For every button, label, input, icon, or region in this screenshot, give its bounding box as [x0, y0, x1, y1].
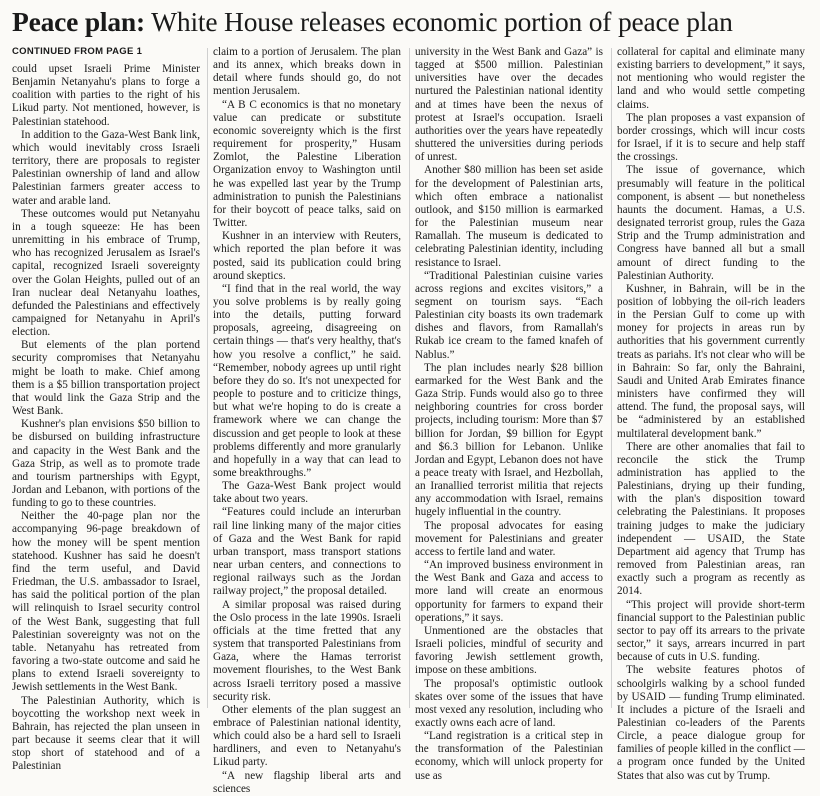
column-rule	[611, 48, 612, 708]
article-paragraph: Unmentioned are the obstacles that Israeli policies, mindful of security and favoring Jewish settlement growth, impose on these ambitions.	[415, 624, 603, 677]
article-paragraph: In addition to the Gaza-West Bank link, which would inevitably cross Israeli territory, there are proposals to register Palestinian ownership of land and allow Palestinian farmers greater access to water and arable land.	[12, 128, 200, 207]
article-paragraph: Neither the 40-page plan nor the accompanying 96-page breakdown of how the money will be spent mention statehood. Kushner has said he doesn't find the term useful, and David Friedman, the U.S. ambassador to Israel, has said the political portion of the plan will relinquish to Israel security control of the West Bank, suggesting that full Palestinian sovereignty was not on the table. Netanyahu has retreated from favoring a two-state outcome and said he plans to extend Israeli sovereignty to Jewish settlements in the West Bank.	[12, 510, 200, 694]
article-paragraph: The website features photos of schoolgirls walking by a school funded by USAID — funding Trump eliminated. It includes a picture of the Israeli and Palestinian co-leaders of the Parents Circle, a peace dialogue group for families of people killed in the conflict — a program once funded by the United States that also was cut by Trump.	[617, 664, 805, 782]
continued-label: CONTINUED FROM PAGE 1	[12, 46, 143, 57]
article-paragraph: A similar proposal was raised during the Oslo process in the late 1990s. Israeli officials at the time fretted that any system that transported Palestinians from Gaza, where the Hamas terrorist movement flourishes, to the West Bank across Israeli territory posed a massive security risk.	[213, 598, 401, 703]
article-paragraph: Kushner in an interview with Reuters, which reported the plan before it was posted, said its publication could bring around skeptics.	[213, 230, 401, 282]
article-paragraph: The Palestinian Authority, which is boycotting the workshop next week in Bahrain, has rejected the plan unseen in part because it seems clear that it will stop short of statehood and of a Palestinian	[12, 694, 200, 773]
article-column-4	[617, 46, 805, 782]
article-paragraph: The plan proposes a vast expansion of border crossings, which will incur costs for Israel, if it is to secure and help staff the crossings.	[617, 111, 805, 164]
article-paragraph: Another $80 million has been set aside for the development of Palestinian arts, which often embrace a nationalist outlook, and $150 million is earmarked for the Palestinian museum near Ramallah. The museum is dedicated to celebrating Palestinian identity, including resistance to Israel.	[415, 164, 603, 269]
article-column-3	[415, 46, 603, 782]
article-paragraph: “A B C economics is that no monetary value can predicate or substitute economic sovereignty which is the first requirement for prosperity,” Husam Zomlot, the Palestine Liberation Organization envoy to Washington until he was expelled last year by the Trump administration to punish the Palestinians for their boycott of peace talks, said on Twitter.	[213, 98, 401, 230]
article-paragraph: university in the West Bank and Gaza” is tagged at $500 million. Palestinian universities have over the decades nurtured the Palestinian national identity and at times have been the nexus of protest at Israel's occupation. Israeli authorities over the years have repeatedly shuttered the universities during periods of unrest.	[415, 46, 603, 164]
column-rule	[409, 48, 410, 708]
article-column-2	[213, 46, 401, 795]
article-paragraph: could upset Israeli Prime Minister Benjamin Netanyahu's plans to forge a coalition with parties to the right of his Likud party. Not mentioned, however, is Palestinian statehood.	[12, 63, 200, 128]
article-paragraph: But elements of the plan portend security compromises that Netanyahu might be loath to make. Chief among them is a $5 billion transportation project that would link the Gaza Strip and the West Bank.	[12, 339, 200, 418]
article-paragraph: “I find that in the real world, the way you solve problems is by really going into the details, putting forward proposals, agreeing, disagreeing on certain things — that's very healthy, that's how you resolve a conflict,” he said. “Remember, nobody agrees up until right before they do so. It's not unexpected for people to posture and to criticize things, but what we're hoping to do is create a framework where we can change the discussion and get people to look at these problems differently and more granularly and hopefully in a way that can lead to some breakthroughs.”	[213, 282, 401, 479]
article-paragraph: “Traditional Palestinian cuisine varies across regions and excites visitors,” a segment on tourism says. “Each Palestinian city boasts its own trademark dishes and flavors, from Ramallah's Rukab ice cream to the famed knafeh of Nablus.”	[415, 269, 603, 361]
article-paragraph: These outcomes would put Netanyahu in a tough squeeze: He has been unremitting in his embrace of Trump, who has recognized Jerusalem as Israel's capital, recognized Israeli sovereignty over the Golan Heights, pulled out of an Iran nuclear deal Netanyahu loathes, defunded the Palestinians and effectively campaigned for Netanyahu in April's election.	[12, 207, 200, 339]
article-paragraph: “A new flagship liberal arts and sciences	[213, 769, 401, 795]
headline	[12, 6, 810, 38]
article-paragraph: The issue of governance, which presumably will feature in the political component, is absent — but nonetheless haunts the document. Hamas, a U.S. designated terrorist group, rules the Gaza Strip and the Trump administration and Congress have banned all but a small amount of direct funding to the Palestinian Authority.	[617, 164, 805, 282]
article-columns	[12, 46, 812, 795]
article-paragraph: Other elements of the plan suggest an embrace of Palestinian national identity, which could also be a hard sell to Israeli hardliners, and even to Netanyahu's Likud party.	[213, 703, 401, 769]
article-paragraph: claim to a portion of Jerusalem. The plan and its annex, which breaks down in detail where funds should go, do not mention Jerusalem.	[213, 46, 401, 98]
column-rule	[207, 48, 208, 708]
article-paragraph: “This project will provide short-term financial support to the Palestinian public sector to pay off its arrears to the private sector,” it says, arrears incurred in part because of cuts in U.S. funding.	[617, 598, 805, 664]
article-paragraph: The plan includes nearly $28 billion earmarked for the West Bank and the Gaza Strip. Funds would also go to three neighboring countries for cross border projects, including tourism: More than $7 billion for Jordan, $9 billion for Egypt and $6.3 billion for Lebanon. Unlike Jordan and Egypt, Lebanon does not have a peace treaty with Israel, and Hezbollah, an Iranallied terrorist militia that rejects any accommodation with Israel, remains hugely influential in the country.	[415, 361, 603, 519]
article-paragraph: “Features could include an interurban rail line linking many of the major cities of Gaza and the West Bank for rapid urban transport, mass transport stations near urban centers, and connections to regional railways such as the Jordan railway project,” the proposal detailed.	[213, 506, 401, 598]
article-paragraph: Kushner, in Bahrain, will be in the position of lobbying the oil-rich leaders in the Persian Gulf to come up with money for projects in areas run by authorities that his government currently treats as pariahs. It's not clear who will be in Bahrain: So far, only the Bahraini, Saudi and United Arab Emirates finance ministers have confirmed they will attend. The fund, the proposal says, will be “administered by an established multilateral development bank.”	[617, 282, 805, 440]
article-paragraph: The proposal's optimistic outlook skates over some of the issues that have most vexed any resolution, including who exactly owns each acre of land.	[415, 677, 603, 729]
article-paragraph: The Gaza-West Bank project would take about two years.	[213, 480, 401, 506]
headline-kicker: Peace plan:	[12, 6, 145, 37]
article-paragraph: The proposal advocates for easing movement for Palestinians and greater access to fertile land and water.	[415, 519, 603, 558]
article-paragraph: collateral for capital and eliminate many existing barriers to development,” it says, not mentioning who would register the land and who would settle competing claims.	[617, 46, 805, 111]
article-paragraph: “Land registration is a critical step in the transformation of the Palestinian economy, which will unlock property for use as	[415, 730, 603, 782]
article-paragraph: Kushner's plan envisions $50 billion to be disbursed on building infrastructure and capacity in the West Bank and the Gaza Strip, as well as to promote trade and tourism partnerships with Egypt, Jordan and Lebanon, with portions of the funding to go to these countries.	[12, 418, 200, 510]
article-paragraph: There are other anomalies that fail to reconcile the stick the Trump administration has applied to the Palestinians, drying up their funding, with the plan's disposition toward celebrating the Palestinians. It proposes training judges to make the judiciary independent — USAID, the State Department aid agency that Trump has removed from Palestinian areas, ran exactly such a program as recently as 2014.	[617, 440, 805, 598]
article-paragraph: “An improved business environment in the West Bank and Gaza and access to more land will create an enormous opportunity for farmers to expand their operations,” it says.	[415, 559, 603, 624]
headline-title: White House releases economic portion of peace plan	[144, 6, 733, 37]
article-column-1	[12, 46, 200, 773]
